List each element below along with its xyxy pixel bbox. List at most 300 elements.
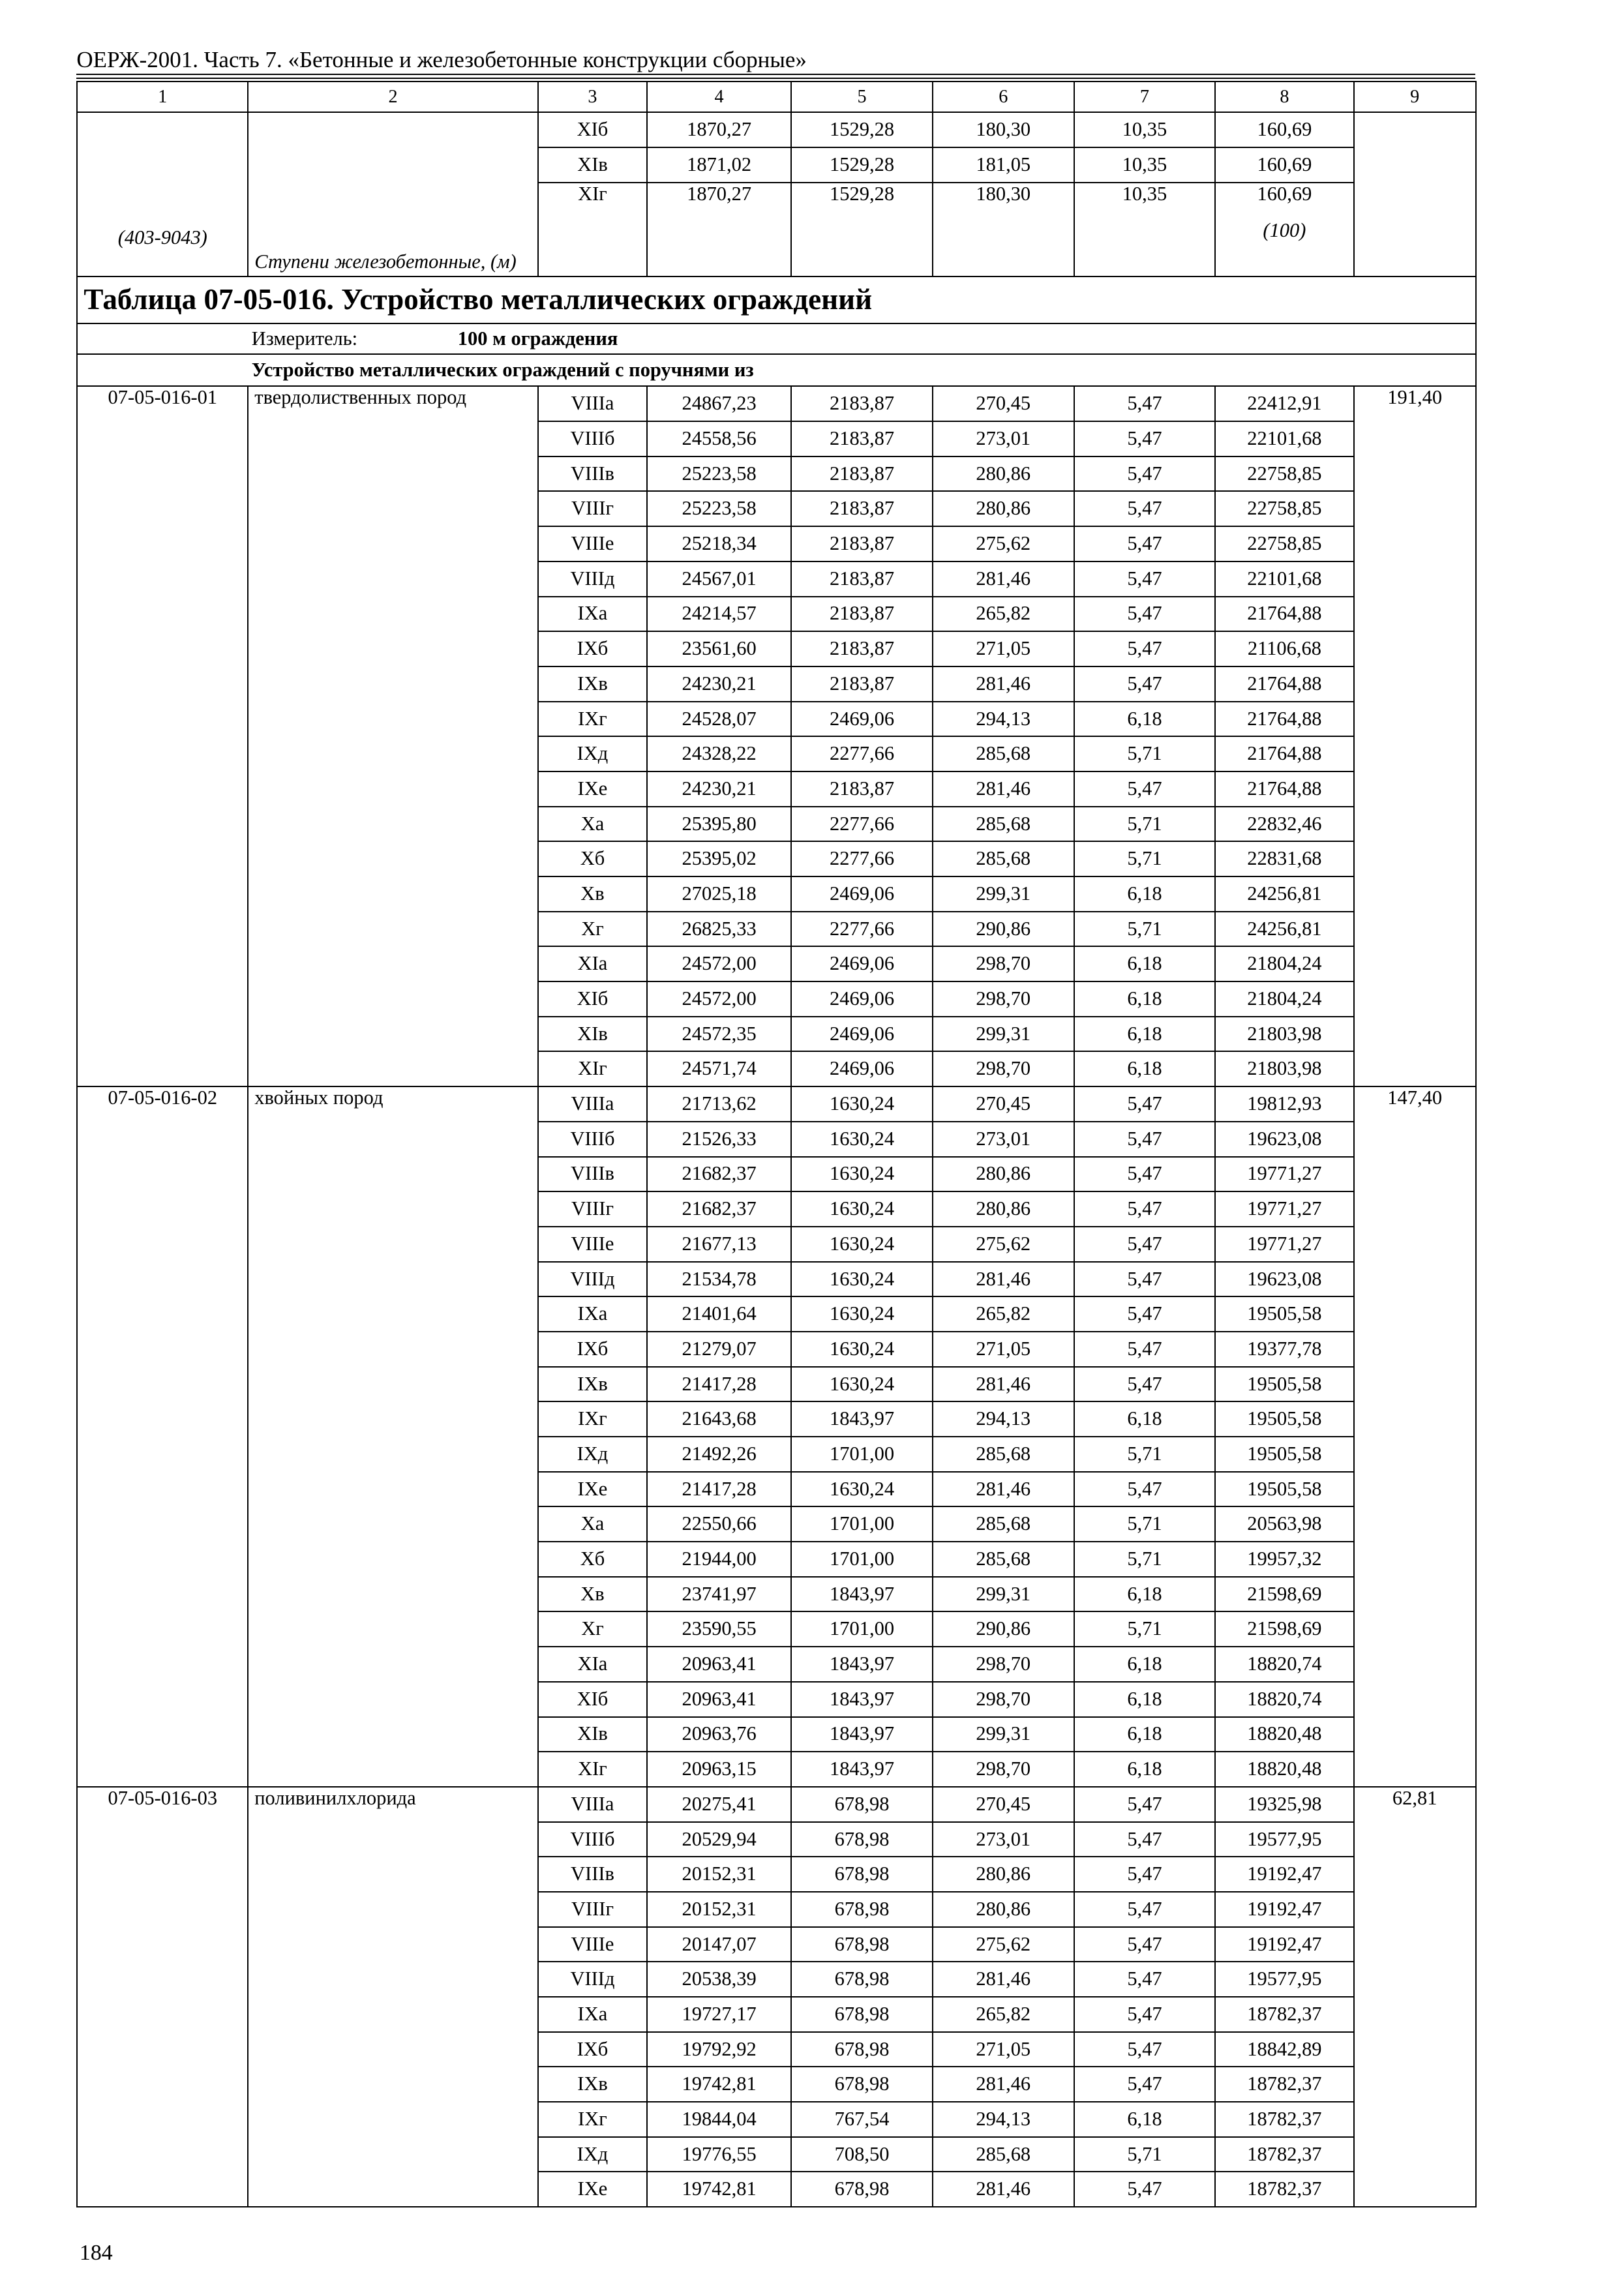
previous-block-col9 <box>1354 112 1476 277</box>
value-cell: 5,47 <box>1074 491 1216 526</box>
value-cell: 180,30 <box>933 112 1074 147</box>
value-cell: 18782,37 <box>1215 1997 1353 2032</box>
value-cell: 299,31 <box>933 1717 1074 1752</box>
value-cell <box>647 183 791 277</box>
value-cell: 281,46 <box>933 1472 1074 1507</box>
value-cell: 24558,56 <box>647 421 791 456</box>
value-cell: 285,68 <box>933 841 1074 876</box>
value-cell: 2469,06 <box>791 981 933 1017</box>
value-cell: 24528,07 <box>647 702 791 737</box>
column-number: 9 <box>1354 82 1476 112</box>
value-cell: 5,71 <box>1074 1611 1216 1647</box>
rate-name: твердолиственных пород <box>248 386 538 1086</box>
previous-block-unit-note: (100) <box>1263 219 1306 242</box>
value-cell: 6,18 <box>1074 1577 1216 1612</box>
value-cell: 280,86 <box>933 1191 1074 1227</box>
value-text: 1529,28 <box>830 182 895 205</box>
zone-cell: Xа <box>538 1506 647 1542</box>
zone-cell: IXг <box>538 1401 647 1437</box>
zone-cell: VIIIб <box>538 421 647 456</box>
value-cell: 19325,98 <box>1215 1787 1353 1822</box>
value-cell: 21492,26 <box>647 1437 791 1472</box>
zone-cell: IXе <box>538 1472 647 1507</box>
column-number: 5 <box>791 82 933 112</box>
value-cell: 265,82 <box>933 1997 1074 2032</box>
value-cell: 24567,01 <box>647 561 791 597</box>
section-row <box>77 354 1476 386</box>
zone-cell: IXв <box>538 666 647 702</box>
value-cell: 21279,07 <box>647 1332 791 1367</box>
value-cell: 19192,47 <box>1215 1892 1353 1927</box>
zone-cell: IXв <box>538 2067 647 2102</box>
value-cell: 5,47 <box>1074 1367 1216 1402</box>
value-cell: 678,98 <box>791 2032 933 2067</box>
value-cell: 21764,88 <box>1215 771 1353 807</box>
header-rule <box>76 74 1475 75</box>
value-cell: 5,47 <box>1074 597 1216 632</box>
value-cell: 678,98 <box>791 2067 933 2102</box>
column-number-row <box>77 82 1476 112</box>
previous-block-code: (403-9043) <box>77 112 248 277</box>
meter-row <box>77 323 1476 354</box>
zone-cell: IXд <box>538 2137 647 2172</box>
value-cell: 1630,24 <box>791 1296 933 1332</box>
value-cell: 270,45 <box>933 1086 1074 1122</box>
table-row <box>77 386 1476 421</box>
value-cell: 22412,91 <box>1215 386 1353 421</box>
value-cell: 678,98 <box>791 1962 933 1997</box>
value-cell: 678,98 <box>791 2172 933 2207</box>
value-cell: 21803,98 <box>1215 1017 1353 1052</box>
value-text: 10,35 <box>1122 182 1167 205</box>
value-cell: 6,18 <box>1074 981 1216 1017</box>
meter-cell <box>77 323 1476 354</box>
zone-cell: VIIIд <box>538 1262 647 1297</box>
zone-cell: Xб <box>538 841 647 876</box>
value-cell: 280,86 <box>933 1857 1074 1892</box>
zone-cell: VIIIб <box>538 1122 647 1157</box>
value-cell: 265,82 <box>933 597 1074 632</box>
value-cell: 22101,68 <box>1215 561 1353 597</box>
value-cell: 678,98 <box>791 1787 933 1822</box>
value-cell: 275,62 <box>933 526 1074 561</box>
column-number: 2 <box>248 82 538 112</box>
value-cell: 273,01 <box>933 421 1074 456</box>
value-cell: 20147,07 <box>647 1927 791 1962</box>
value-cell: 5,47 <box>1074 1157 1216 1192</box>
value-cell: 20563,98 <box>1215 1506 1353 1542</box>
value-cell: 2469,06 <box>791 946 933 981</box>
value-cell: 1701,00 <box>791 1437 933 1472</box>
zone-cell: VIIIд <box>538 561 647 597</box>
value-cell: 1843,97 <box>791 1717 933 1752</box>
meter-value: 100 м ограждения <box>457 327 618 350</box>
zone-cell: IXд <box>538 736 647 771</box>
value-cell: 5,47 <box>1074 2032 1216 2067</box>
value-cell: 1843,97 <box>791 1577 933 1612</box>
value-cell: 27025,18 <box>647 876 791 912</box>
value-cell: 2183,87 <box>791 421 933 456</box>
value-cell: 280,86 <box>933 1157 1074 1192</box>
value-cell: 21677,13 <box>647 1227 791 1262</box>
value-cell: 5,47 <box>1074 526 1216 561</box>
value-cell: 708,50 <box>791 2137 933 2172</box>
value-cell: 21682,37 <box>647 1157 791 1192</box>
zone-cell <box>538 183 647 277</box>
value-cell: 6,18 <box>1074 1682 1216 1717</box>
rate-col9-value: 147,40 <box>1354 1086 1476 1787</box>
value-cell: 24256,81 <box>1215 912 1353 947</box>
previous-block-name: Ступени железобетонные, (м) <box>248 112 538 277</box>
zone-cell: VIIIг <box>538 1191 647 1227</box>
value-cell <box>1074 183 1216 277</box>
value-cell: 270,45 <box>933 386 1074 421</box>
value-cell: 6,18 <box>1074 1401 1216 1437</box>
value-cell: 273,01 <box>933 1122 1074 1157</box>
value-cell: 1843,97 <box>791 1401 933 1437</box>
value-cell: 299,31 <box>933 1577 1074 1612</box>
value-cell: 20529,94 <box>647 1822 791 1857</box>
value-cell: 24256,81 <box>1215 876 1353 912</box>
value-cell: 285,68 <box>933 736 1074 771</box>
zone-cell: VIIIг <box>538 491 647 526</box>
value-cell: 18782,37 <box>1215 2172 1353 2207</box>
value-cell: 10,35 <box>1074 112 1216 147</box>
zone-cell: VIIIв <box>538 1857 647 1892</box>
value-cell: 294,13 <box>933 702 1074 737</box>
value-cell: 281,46 <box>933 2067 1074 2102</box>
value-cell: 271,05 <box>933 2032 1074 2067</box>
value-cell: 26825,33 <box>647 912 791 947</box>
value-cell: 6,18 <box>1074 1752 1216 1787</box>
value-cell: 275,62 <box>933 1927 1074 1962</box>
zone-cell: IXб <box>538 2032 647 2067</box>
value-cell: 24572,00 <box>647 946 791 981</box>
value-cell: 1630,24 <box>791 1332 933 1367</box>
value-cell: 298,70 <box>933 1051 1074 1086</box>
zone-cell: XIг <box>538 1752 647 1787</box>
value-cell: 298,70 <box>933 946 1074 981</box>
value-cell: 21526,33 <box>647 1122 791 1157</box>
value-cell: 294,13 <box>933 1401 1074 1437</box>
value-cell: 19192,47 <box>1215 1927 1353 1962</box>
value-cell: 19792,92 <box>647 2032 791 2067</box>
zone-cell: XIв <box>538 1717 647 1752</box>
value-cell: 271,05 <box>933 631 1074 666</box>
zone-cell: IXд <box>538 1437 647 1472</box>
value-cell: 5,71 <box>1074 807 1216 842</box>
value-cell: 298,70 <box>933 1682 1074 1717</box>
value-cell: 24328,22 <box>647 736 791 771</box>
value-cell: 5,47 <box>1074 1822 1216 1857</box>
value-cell: 21764,88 <box>1215 597 1353 632</box>
value-cell: 2277,66 <box>791 912 933 947</box>
column-number: 4 <box>647 82 791 112</box>
zone-cell: XIа <box>538 1647 647 1682</box>
value-cell: 2277,66 <box>791 841 933 876</box>
value-cell: 275,62 <box>933 1227 1074 1262</box>
value-cell: 1701,00 <box>791 1506 933 1542</box>
value-cell: 19577,95 <box>1215 1962 1353 1997</box>
value-cell: 160,69 <box>1215 112 1353 147</box>
value-cell: 5,47 <box>1074 771 1216 807</box>
value-cell: 19727,17 <box>647 1997 791 2032</box>
zone-cell: Xв <box>538 876 647 912</box>
value-cell: 20963,41 <box>647 1647 791 1682</box>
value-cell: 181,05 <box>933 147 1074 183</box>
value-cell: 24230,21 <box>647 666 791 702</box>
value-cell: 280,86 <box>933 491 1074 526</box>
zone-cell: VIIIе <box>538 1927 647 1962</box>
value-cell: 299,31 <box>933 876 1074 912</box>
value-cell: 1630,24 <box>791 1227 933 1262</box>
value-cell: 21804,24 <box>1215 946 1353 981</box>
value-cell: 5,47 <box>1074 1122 1216 1157</box>
table-row <box>77 1086 1476 1122</box>
value-cell: 20152,31 <box>647 1857 791 1892</box>
value-cell: 2183,87 <box>791 456 933 492</box>
table-title: Таблица 07-05-016. Устройство металлических ограждений <box>77 277 1476 323</box>
value-cell: 2183,87 <box>791 561 933 597</box>
value-cell: 19776,55 <box>647 2137 791 2172</box>
zone-cell: Xг <box>538 912 647 947</box>
zone-cell: Xг <box>538 1611 647 1647</box>
value-cell <box>933 183 1074 277</box>
value-cell: 19505,58 <box>1215 1437 1353 1472</box>
value-cell: 1843,97 <box>791 1647 933 1682</box>
value-cell: 19771,27 <box>1215 1227 1353 1262</box>
value-cell: 1630,24 <box>791 1157 933 1192</box>
value-cell: 1630,24 <box>791 1191 933 1227</box>
zone-value: XIг <box>578 182 607 205</box>
table-title-row <box>77 277 1476 323</box>
value-cell: 2469,06 <box>791 1017 933 1052</box>
value-cell: 19623,08 <box>1215 1262 1353 1297</box>
value-cell: 6,18 <box>1074 2102 1216 2137</box>
meter-label: Измеритель: <box>251 327 358 350</box>
value-cell: 678,98 <box>791 1892 933 1927</box>
value-cell <box>791 183 933 277</box>
value-cell: 19505,58 <box>1215 1472 1353 1507</box>
spacer <box>1220 205 1349 220</box>
value-cell: 5,47 <box>1074 386 1216 421</box>
value-cell: 290,86 <box>933 1611 1074 1647</box>
value-cell: 18842,89 <box>1215 2032 1353 2067</box>
value-text: 160,69 <box>1257 182 1312 205</box>
value-cell: 5,71 <box>1074 841 1216 876</box>
zone-cell: Xа <box>538 807 647 842</box>
value-cell: 20963,41 <box>647 1682 791 1717</box>
value-cell: 5,47 <box>1074 456 1216 492</box>
value-cell: 19771,27 <box>1215 1191 1353 1227</box>
value-cell: 24572,35 <box>647 1017 791 1052</box>
value-cell: 21598,69 <box>1215 1577 1353 1612</box>
zone-cell: IXг <box>538 2102 647 2137</box>
value-cell: 5,47 <box>1074 1997 1216 2032</box>
value-cell: 18782,37 <box>1215 2102 1353 2137</box>
value-cell: 21804,24 <box>1215 981 1353 1017</box>
value-cell: 2469,06 <box>791 876 933 912</box>
rate-name: хвойных пород <box>248 1086 538 1787</box>
value-cell: 24214,57 <box>647 597 791 632</box>
value-cell: 6,18 <box>1074 1647 1216 1682</box>
zone-cell: IXв <box>538 1367 647 1402</box>
value-cell: 1843,97 <box>791 1752 933 1787</box>
value-cell: 1630,24 <box>791 1122 933 1157</box>
value-cell: 5,47 <box>1074 2172 1216 2207</box>
value-cell: 5,47 <box>1074 1191 1216 1227</box>
value-cell: 20538,39 <box>647 1962 791 1997</box>
value-cell: 19844,04 <box>647 2102 791 2137</box>
zone-cell: Xб <box>538 1542 647 1577</box>
value-cell: 22758,85 <box>1215 526 1353 561</box>
value-cell: 298,70 <box>933 1752 1074 1787</box>
header-rule <box>76 78 1475 79</box>
value-cell: 6,18 <box>1074 1051 1216 1086</box>
value-cell: 24867,23 <box>647 386 791 421</box>
value-cell: 1843,97 <box>791 1682 933 1717</box>
value-cell: 1529,28 <box>791 112 933 147</box>
value-cell: 23561,60 <box>647 631 791 666</box>
rates-table <box>76 81 1477 2207</box>
value-cell: 2183,87 <box>791 597 933 632</box>
value-cell: 21401,64 <box>647 1296 791 1332</box>
value-cell: 22831,68 <box>1215 841 1353 876</box>
value-cell: 1870,27 <box>647 112 791 147</box>
value-cell: 18782,37 <box>1215 2137 1353 2172</box>
value-cell: 767,54 <box>791 2102 933 2137</box>
value-cell: 21713,62 <box>647 1086 791 1122</box>
value-cell: 1701,00 <box>791 1542 933 1577</box>
value-cell: 19623,08 <box>1215 1122 1353 1157</box>
value-cell: 19957,32 <box>1215 1542 1353 1577</box>
zone-cell: VIIIе <box>538 526 647 561</box>
rate-col9-value: 191,40 <box>1354 386 1476 1086</box>
value-cell: 21682,37 <box>647 1191 791 1227</box>
value-cell: 21106,68 <box>1215 631 1353 666</box>
value-cell: 280,86 <box>933 1892 1074 1927</box>
table-row <box>77 1787 1476 1822</box>
column-number: 6 <box>933 82 1074 112</box>
value-cell: 2277,66 <box>791 736 933 771</box>
zone-cell: VIIIа <box>538 1086 647 1122</box>
value-cell: 25223,58 <box>647 491 791 526</box>
column-number: 8 <box>1215 82 1353 112</box>
value-cell: 5,47 <box>1074 1262 1216 1297</box>
value-cell: 5,47 <box>1074 1296 1216 1332</box>
value-cell: 2183,87 <box>791 491 933 526</box>
rate-name: поливинилхлорида <box>248 1787 538 2207</box>
zone-cell: XIб <box>538 1682 647 1717</box>
value-cell: 5,71 <box>1074 2137 1216 2172</box>
value-cell: 24571,74 <box>647 1051 791 1086</box>
value-cell: 19377,78 <box>1215 1332 1353 1367</box>
value-cell: 1701,00 <box>791 1611 933 1647</box>
value-cell: 5,71 <box>1074 1506 1216 1542</box>
zone-cell: XIб <box>538 981 647 1017</box>
value-cell: 271,05 <box>933 1332 1074 1367</box>
value-cell: 273,01 <box>933 1822 1074 1857</box>
zone-cell: IXа <box>538 1997 647 2032</box>
rate-col9-value: 62,81 <box>1354 1787 1476 2207</box>
value-cell: 22758,85 <box>1215 456 1353 492</box>
value-cell: 5,71 <box>1074 912 1216 947</box>
zone-cell: VIIIд <box>538 1962 647 1997</box>
zone-cell: VIIIб <box>538 1822 647 1857</box>
value-cell: 19577,95 <box>1215 1822 1353 1857</box>
value-cell: 5,47 <box>1074 1892 1216 1927</box>
value-cell: 5,47 <box>1074 1857 1216 1892</box>
value-cell: 6,18 <box>1074 876 1216 912</box>
value-cell: 21764,88 <box>1215 702 1353 737</box>
value-cell: 5,47 <box>1074 666 1216 702</box>
value-cell: 2183,87 <box>791 386 933 421</box>
running-header: ОЕРЖ-2001. Часть 7. «Бетонные и железобетонные конструкции сборные» <box>76 47 807 73</box>
value-cell: 25395,02 <box>647 841 791 876</box>
zone-cell: IXа <box>538 1296 647 1332</box>
value-cell: 265,82 <box>933 1296 1074 1332</box>
column-number: 3 <box>538 82 647 112</box>
value-cell: 21417,28 <box>647 1367 791 1402</box>
value-cell: 5,71 <box>1074 1437 1216 1472</box>
value-cell: 5,47 <box>1074 2067 1216 2102</box>
zone-cell: VIIIа <box>538 386 647 421</box>
value-cell: 678,98 <box>791 1822 933 1857</box>
value-cell: 2183,87 <box>791 631 933 666</box>
value-cell: 22758,85 <box>1215 491 1353 526</box>
value-cell: 678,98 <box>791 1857 933 1892</box>
value-cell: 19812,93 <box>1215 1086 1353 1122</box>
value-cell: 285,68 <box>933 1506 1074 1542</box>
zone-cell: Xв <box>538 1577 647 1612</box>
value-cell: 281,46 <box>933 666 1074 702</box>
zone-cell: XIб <box>538 112 647 147</box>
value-cell: 160,69 <box>1215 147 1353 183</box>
zone-cell: IXб <box>538 1332 647 1367</box>
value-cell: 281,46 <box>933 771 1074 807</box>
rate-code: 07-05-016-03 <box>77 1787 248 2207</box>
zone-cell: VIIIв <box>538 456 647 492</box>
zone-cell: XIв <box>538 147 647 183</box>
table-row <box>77 112 1476 147</box>
rates-table-body <box>77 82 1476 2207</box>
value-cell: 23741,97 <box>647 1577 791 1612</box>
value-cell: 678,98 <box>791 1927 933 1962</box>
value-cell: 2469,06 <box>791 1051 933 1086</box>
value-cell: 24230,21 <box>647 771 791 807</box>
zone-cell: IXе <box>538 2172 647 2207</box>
value-cell: 280,86 <box>933 456 1074 492</box>
value-cell: 290,86 <box>933 912 1074 947</box>
value-cell: 6,18 <box>1074 1017 1216 1052</box>
column-number: 1 <box>77 82 248 112</box>
value-cell: 2277,66 <box>791 807 933 842</box>
zone-cell: VIIIг <box>538 1892 647 1927</box>
value-cell: 285,68 <box>933 1437 1074 1472</box>
value-cell: 281,46 <box>933 1262 1074 1297</box>
value-cell: 10,35 <box>1074 147 1216 183</box>
value-cell: 21417,28 <box>647 1472 791 1507</box>
value-text: 180,30 <box>976 182 1031 205</box>
value-cell: 20963,76 <box>647 1717 791 1752</box>
value-cell: 22832,46 <box>1215 807 1353 842</box>
zone-cell: IXа <box>538 597 647 632</box>
value-cell: 299,31 <box>933 1017 1074 1052</box>
value-cell: 281,46 <box>933 2172 1074 2207</box>
value-cell: 19771,27 <box>1215 1157 1353 1192</box>
value-cell: 5,47 <box>1074 1927 1216 1962</box>
value-cell: 21534,78 <box>647 1262 791 1297</box>
